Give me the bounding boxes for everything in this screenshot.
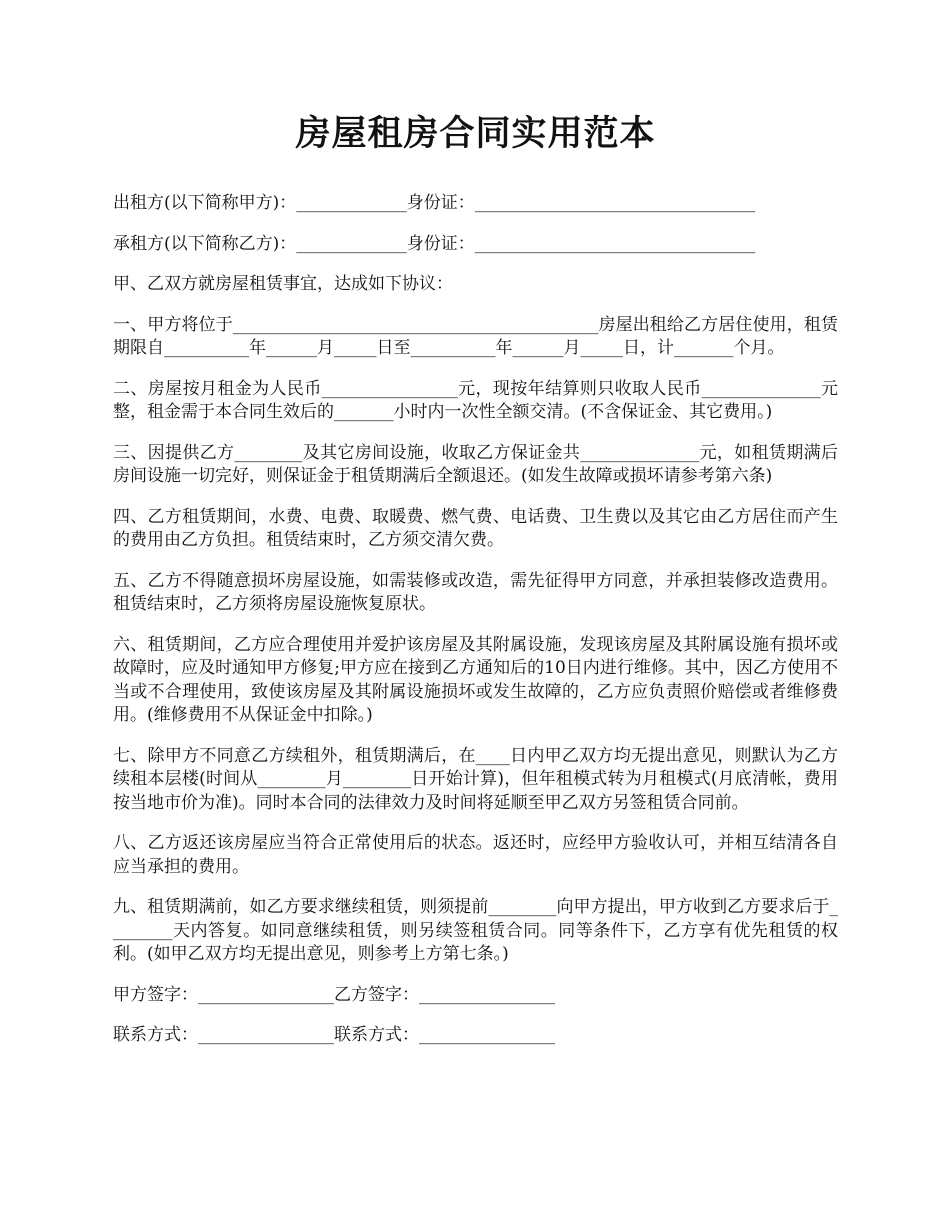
clause-7: 七、除甲方不同意乙方续租外，租赁期满后，在____日内甲乙双方均无提出意见，则默认为乙方续租本层楼(时间从________月________日开始计算)，但年租模式转为月租模式(月底清帐，费用按当地市价为准)。同时本合同的法律效力及时间将延顺至甲乙双方另签租赁合同前。 bbox=[113, 745, 838, 813]
signature-line: 甲方签字：________________乙方签字：________________ bbox=[113, 984, 555, 1005]
clause-9: 九、租赁期满前，如乙方要求继续租赁，则须提前________向甲方提出，甲方收到乙方要求后于________天内答复。如同意继续租赁，则另续签租赁合同。同等条件下，乙方享有优先租赁的权利。(如甲乙双方均无提出意见，则参考上方第七条。) bbox=[113, 897, 838, 964]
agreement-intro: 甲、乙双方就房屋租赁事宜，达成如下协议： bbox=[113, 274, 453, 294]
clause-1: 一、甲方将位于___________________________________________房屋出租给乙方居住使用，租赁期限自__________年______月_____日至__________年______月_____日，计_______个月。 bbox=[113, 314, 838, 358]
clause-8: 八、乙方返还该房屋应当符合正常使用后的状态。返还时，应经甲方验收认可，并相互结清各自应当承担的费用。 bbox=[113, 833, 838, 877]
clause-5: 五、乙方不得随意损坏房屋设施，如需装修或改造，需先征得甲方同意，并承担装修改造费用。租赁结束时，乙方须将房屋设施恢复原状。 bbox=[113, 570, 838, 614]
clause-4: 四、乙方租赁期间，水费、电费、取暖费、燃气费、电话费、卫生费以及其它由乙方居住而产生的费用由乙方负担。租赁结束时，乙方须交清欠费。 bbox=[113, 506, 838, 550]
clause-6: 六、租赁期间，乙方应合理使用并爱护该房屋及其附属设施，发现该房屋及其附属设施有损坏或故障时，应及时通知甲方修复;甲方应在接到乙方通知后的10日内进行维修。其中，因乙方使用不当或不合理使用，致使该房屋及其附属设施损坏或发生故障的，乙方应负责照价赔偿或者维修费用。(维修费用不从保证金中扣除。) bbox=[113, 634, 838, 725]
document-title: 房屋租房合同实用范本 bbox=[295, 113, 656, 154]
clause-2: 二、房屋按月租金为人民币________________元，现按年结算则只收取人民币______________元整，租金需于本合同生效后的_______小时内一次性全额交清。(不含保证金、其它费用。) bbox=[113, 378, 838, 422]
contact-line: 联系方式：________________联系方式：________________ bbox=[113, 1025, 555, 1045]
lessee-line: 承租方(以下简称乙方)：_____________身份证：_________________________________ bbox=[113, 233, 756, 254]
lessor-line: 出租方(以下简称甲方)：_____________身份证：_________________________________ bbox=[113, 193, 756, 213]
clause-3: 三、因提供乙方________及其它房间设施，收取乙方保证金共______________元，如租赁期满后房间设施一切完好，则保证金于租赁期满后全额退还。(如发生故障或损坏请参考第六条) bbox=[113, 442, 838, 486]
